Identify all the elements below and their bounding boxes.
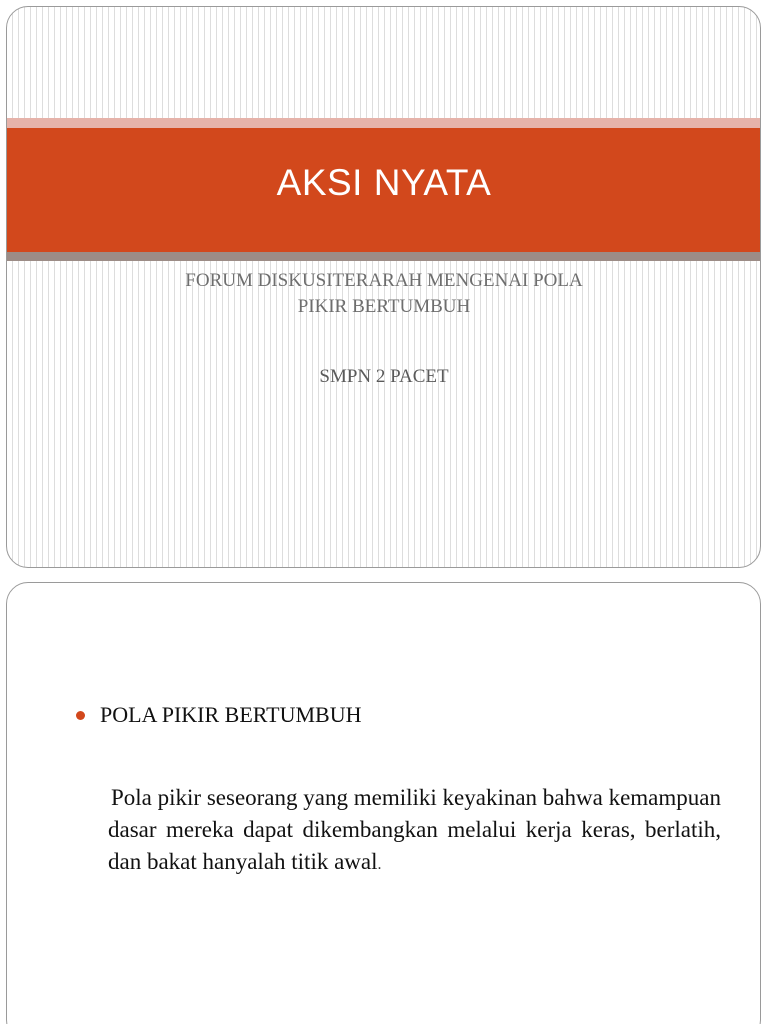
slide-subtitle — [60, 268, 708, 320]
slide-title: AKSI NYATA — [276, 162, 492, 203]
paragraph-period: . — [377, 856, 382, 873]
subtitle-line-2: PIKIR BERTUMBUH — [297, 296, 471, 317]
accent-band-dark — [7, 252, 760, 261]
definition-paragraph — [108, 782, 721, 881]
school-name: SMPN 2 PACET — [319, 366, 449, 387]
bullet-item — [76, 700, 362, 730]
subtitle-line-1: FORUM DISKUSITERARAH MENGENAI POLA — [185, 270, 583, 291]
paragraph-text: Pola pikir seseorang yang memiliki keyakinan bahwa kemampuan dasar mereka dapat dikembangkan melalui kerja keras, berlatih, dan bakat hanyalah titik awal — [108, 785, 721, 874]
bullet-heading: POLA PIKIR BERTUMBUH — [100, 702, 362, 727]
accent-band-light — [7, 118, 760, 128]
bullet-dot-icon — [76, 711, 85, 720]
